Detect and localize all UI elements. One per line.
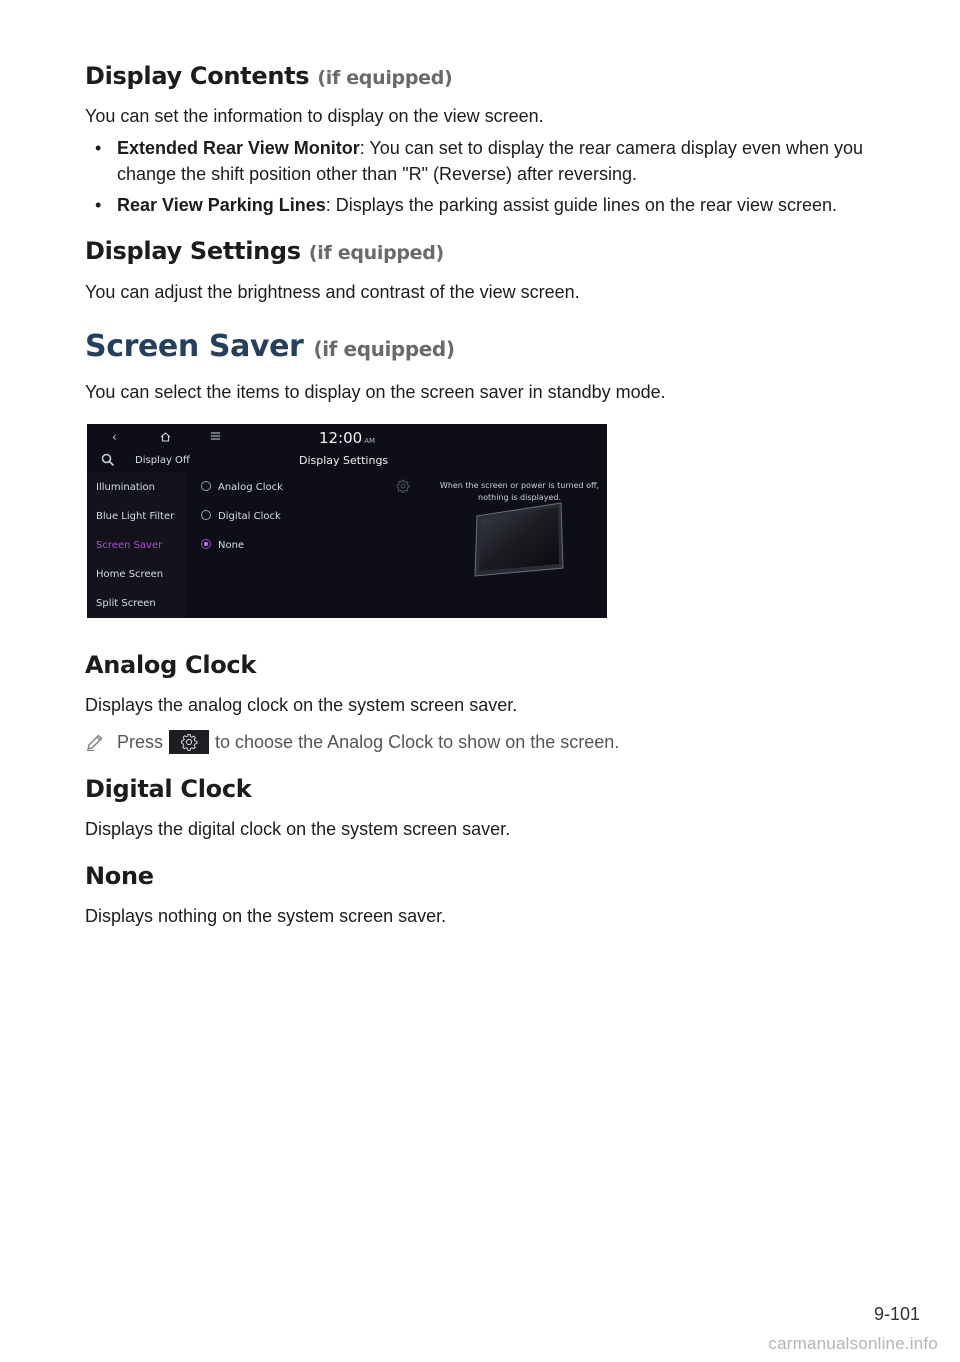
display-contents-intro: You can set the information to display on the view screen. <box>85 106 544 126</box>
settings-sidebar <box>87 472 187 618</box>
bullet-desc: : Displays the parking assist guide lines on the rear view screen. <box>325 195 838 215</box>
sidebar-item-home-screen[interactable]: Home Screen <box>96 569 164 580</box>
digital-clock-body: Displays the digital clock on the system screen saver. <box>85 819 511 839</box>
search-icon[interactable] <box>101 453 115 467</box>
bullet-term: Rear View Parking Lines <box>117 195 326 215</box>
sidebar-item-blue-light-filter[interactable]: Blue Light Filter <box>96 511 175 522</box>
clock <box>319 429 375 447</box>
option-label: Analog Clock <box>218 482 283 493</box>
home-icon[interactable] <box>160 432 171 442</box>
screen-title: Display Settings <box>299 454 389 467</box>
display-contents-heading <box>85 62 452 90</box>
clock-time: 12:00 <box>319 429 363 447</box>
note-text-after: to choose the Analog Clock to show on the screen. <box>215 732 620 752</box>
option-none[interactable] <box>201 539 244 551</box>
if-equipped-label: (if equipped) <box>313 337 455 361</box>
radio-icon[interactable] <box>201 510 211 520</box>
list-item <box>85 192 885 218</box>
screen-saver-note: When the screen or power is turned off, nothing is displayed. <box>439 481 600 502</box>
back-icon[interactable]: ‹ <box>112 430 117 444</box>
page-number: 9-101 <box>873 1304 920 1324</box>
watermark: carmanualsonline.info <box>768 1334 938 1353</box>
settings-button <box>169 730 209 754</box>
option-analog-clock[interactable] <box>201 481 283 493</box>
screen-saver-body: You can select the items to display on the screen saver in standby mode. <box>85 382 666 402</box>
digital-clock-heading: Digital Clock <box>85 775 252 803</box>
display-settings-heading <box>85 237 444 265</box>
screen-saver-heading <box>85 329 455 364</box>
bullet-term: Extended Rear View Monitor <box>117 138 360 158</box>
display-settings-screenshot <box>87 424 607 618</box>
clock-ampm: AM <box>364 437 376 445</box>
monitor-preview-image <box>473 502 567 580</box>
gear-icon <box>180 733 198 751</box>
if-equipped-label: (if equipped) <box>317 67 453 89</box>
none-body: Displays nothing on the system screen saver. <box>85 906 447 926</box>
display-contents-list <box>85 135 885 218</box>
analog-clock-note <box>85 729 619 755</box>
display-settings-body: You can adjust the brightness and contrast of the view screen. <box>85 282 580 302</box>
radio-selected-icon[interactable] <box>201 539 211 549</box>
if-equipped-label: (if equipped) <box>308 242 444 264</box>
note-text-before: Press <box>117 732 164 752</box>
menu-icon[interactable] <box>211 432 220 440</box>
none-heading: None <box>85 862 154 890</box>
list-item <box>85 135 885 187</box>
analog-clock-heading: Analog Clock <box>85 651 257 679</box>
heading-text: Display Settings <box>85 237 301 265</box>
pencil-icon <box>85 732 105 752</box>
sidebar-item-illumination[interactable]: Illumination <box>96 482 155 493</box>
option-digital-clock[interactable] <box>201 510 281 522</box>
display-off-button[interactable]: Display Off <box>135 455 190 466</box>
bullet-desc: : You can set to display the rear camera display even when you change the shift position other than "R" (Reverse) after reversing. <box>117 138 864 184</box>
option-label: Digital Clock <box>218 511 281 522</box>
gear-icon[interactable] <box>396 479 410 493</box>
sidebar-item-split-screen[interactable]: Split Screen <box>96 598 156 609</box>
radio-icon[interactable] <box>201 481 211 491</box>
heading-text: Display Contents <box>85 62 310 90</box>
option-label: None <box>218 540 245 551</box>
status-bar <box>87 424 607 454</box>
heading-text: Screen Saver <box>85 329 304 364</box>
analog-clock-body: Displays the analog clock on the system screen saver. <box>85 695 518 715</box>
sidebar-item-screen-saver[interactable]: Screen Saver <box>96 540 163 551</box>
